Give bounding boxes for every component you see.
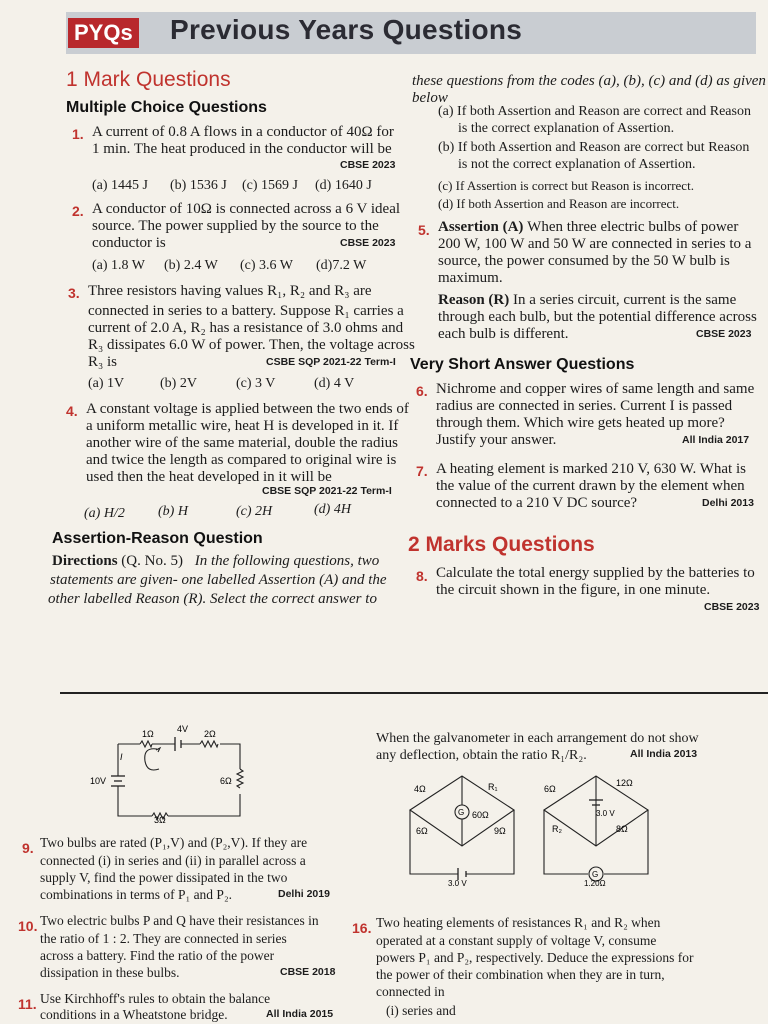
mcq-heading: Multiple Choice Questions — [66, 99, 267, 116]
question-2-line-1: A conductor of 10Ω is connected across a 6 V ideal — [92, 201, 401, 217]
question-number: 16. — [352, 920, 372, 936]
circuit-label-10v: 10V — [90, 776, 107, 786]
code-a-line-2: is the correct explanation of Assertion. — [458, 121, 675, 136]
question-2-option-a: (a) 1.8 W — [92, 258, 145, 273]
page-divider — [60, 692, 768, 694]
question-11-line-2: conditions in a Wheatstone bridge. — [40, 1007, 228, 1022]
question-number: 9. — [22, 840, 34, 856]
assertion-label: Assertion (A) — [438, 219, 524, 235]
bridge2-label-1-20ohm: 1.20Ω — [584, 879, 606, 886]
question-4-option-d: (d) 4H — [314, 502, 351, 517]
question-number: 1. — [72, 126, 84, 142]
assertion-line-1: When three electric bulbs of power — [527, 219, 739, 235]
question-9-line-4: combinations in terms of P₁ and P₂. — [40, 887, 233, 902]
page-title: Previous Years Questions — [170, 14, 523, 45]
pyqs-badge: PYQs — [68, 18, 139, 48]
question-7-line-2: the value of the current drawn by the element when — [436, 478, 745, 494]
bridge2-label-6ohm: 6Ω — [544, 784, 556, 794]
bridge1-label-r1: R₁ — [488, 782, 498, 792]
question-6-source-tag: All India 2017 — [682, 434, 750, 446]
question-6-line-2: radius are connected in series. Current I is passed — [436, 398, 733, 414]
assertion-reason-heading: Assertion-Reason Question — [52, 530, 263, 547]
reason-label: Reason (R) — [438, 292, 510, 308]
bridge-diagram-1 — [400, 770, 526, 886]
question-4-option-b: (b) H — [158, 504, 188, 519]
bridge1-label-60ohm: 60Ω — [472, 810, 489, 820]
question-3-option-d: (d) 4 V — [314, 376, 355, 391]
question-3-option-b: (b) 2V — [160, 376, 197, 391]
question-9-line-3: supply V, find the power dissipated in the two — [40, 870, 288, 885]
directions-label: Directions — [52, 553, 118, 569]
directions-line-2: statements are given- one labelled Assertion (A) and the — [50, 572, 387, 588]
galvanometer-source-tag: All India 2013 — [630, 748, 698, 760]
question-2-line-2: source. The power supplied by the source to the — [92, 218, 379, 234]
bridge1-label-3v: 3.0 V — [448, 879, 467, 886]
question-7-source-tag: Delhi 2013 — [702, 497, 754, 509]
question-8-line-2: the circuit shown in the figure, in one minute. — [436, 582, 711, 598]
code-a-line-1: (a) If both Assertion and Reason are correct and Reason — [438, 104, 751, 119]
reason-line-2: through each bulb, but the potential difference across — [438, 309, 757, 325]
reason-line-3: each bulb is different. — [438, 326, 569, 342]
question-10-source-tag: CBSE 2018 — [280, 966, 336, 978]
question-1-option-c: (c) 1569 J — [242, 178, 298, 193]
question-2-source-tag: CBSE 2023 — [340, 237, 396, 249]
codes-intro-line-1: these questions from the codes (a), (b), (c) and (d) as given — [412, 73, 766, 89]
question-number: 5. — [418, 222, 430, 238]
question-7-line-1: A heating element is marked 210 V, 630 W. What is — [436, 461, 746, 477]
question-4-line-3: another wire of the same material, double the radius — [86, 435, 398, 451]
question-10-line-1: Two electric bulbs P and Q have their resistances in — [40, 913, 319, 928]
question-4-source-tag: CBSE SQP 2021-22 Term-I — [262, 485, 392, 497]
question-10-line-4: dissipation in these bulbs. — [40, 965, 180, 980]
question-4-line-2: a uniform metallic wire, heat H is developed in it. If — [86, 418, 399, 434]
question-number: 4. — [66, 403, 78, 419]
section-heading-2-marks: 2 Marks Questions — [408, 533, 595, 556]
question-8-source-tag: CBSE 2023 — [704, 601, 760, 613]
question-7-line-3: connected to a 210 V DC source? — [436, 495, 638, 511]
question-6-line-1: Nichrome and copper wires of same length and same — [436, 381, 755, 397]
bridge2-label-g: G — [592, 870, 599, 879]
question-3-line-3: current of 2.0 A, R₂ has a resistance of 3.0 ohms and — [88, 320, 404, 336]
question-3-option-a: (a) 1V — [88, 376, 125, 391]
question-1-line-1: A current of 0.8 A flows in a conductor of 40Ω for — [92, 124, 394, 140]
question-3-line-5: R₃ is — [88, 354, 117, 370]
bridge1-label-g: G — [458, 808, 465, 817]
question-number: 7. — [416, 463, 428, 479]
question-3-option-c: (c) 3 V — [236, 376, 276, 391]
question-number: 8. — [416, 568, 428, 584]
question-4-line-5: used then the heat developed in it will be — [86, 469, 332, 485]
question-4-option-a: (a) H/2 — [84, 506, 125, 521]
bridge1-label-4ohm: 4Ω — [414, 784, 426, 794]
code-b-line-1: (b) If both Assertion and Reason are correct but Reason — [438, 140, 750, 155]
reason-line-1: In a series circuit, current is the same — [513, 292, 737, 308]
bridge2-label-8ohm: 8Ω — [616, 824, 628, 834]
galvanometer-line-1: When the galvanometer in each arrangement do not show — [376, 731, 699, 746]
question-number: 2. — [72, 203, 84, 219]
question-2-option-d: (d)7.2 W — [316, 258, 367, 273]
bridge1-label-6ohm: 6Ω — [416, 826, 428, 836]
question-2-option-b: (b) 2.4 W — [164, 258, 218, 273]
question-number: 6. — [416, 383, 428, 399]
very-short-answer-heading: Very Short Answer Questions — [410, 356, 635, 373]
question-6-line-4: Justify your answer. — [436, 432, 557, 448]
question-16-line-3: powers P₁ and P₂, respectively. Deduce the expressions for — [376, 950, 694, 965]
circuit-label-2ohm: 2Ω — [204, 729, 216, 739]
question-1-option-d: (d) 1640 J — [315, 178, 372, 193]
question-16-line-6: (i) series and — [386, 1003, 456, 1018]
section-heading-1-mark: 1 Mark Questions — [66, 68, 231, 91]
question-16-line-1: Two heating elements of resistances R₁ and R₂ when — [376, 915, 661, 930]
question-11-line-1: Use Kirchhoff's rules to obtain the balance — [40, 991, 271, 1006]
circuit-label-3ohm: 3Ω — [154, 815, 166, 824]
question-6-line-3: through them. Which wire gets heated up more? — [436, 415, 725, 431]
directions-line-3: other labelled Reason (R). Select the correct answer to — [48, 591, 377, 607]
assertion-line-2: 200 W, 100 W and 50 W are connected in series to a — [438, 236, 752, 252]
question-10-line-2: the ratio of 1 : 2. They are connected in series — [40, 931, 287, 946]
question-number: 11. — [18, 996, 37, 1012]
question-9-source-tag: Delhi 2019 — [278, 888, 330, 900]
circuit-label-4v: 4V — [177, 724, 189, 734]
question-3-source-tag: CSBE SQP 2021-22 Term-I — [266, 356, 396, 368]
question-2-line-3: conductor is — [92, 235, 166, 251]
question-16-line-2: operated at a constant supply of voltage V, consume — [376, 933, 657, 948]
bridge2-label-r2: R₂ — [552, 824, 562, 834]
assertion-line-4: maximum. — [438, 270, 503, 286]
question-number: 3. — [68, 285, 80, 301]
bridge2-label-3v: 3.0 V — [596, 809, 615, 818]
code-d: (d) If both Assertion and Reason are incorrect. — [438, 196, 680, 211]
question-3-line-1: Three resistors having values R₁, R₂ and R₃ are — [88, 283, 372, 299]
question-2-option-c: (c) 3.6 W — [240, 258, 293, 273]
question-4-option-c: (c) 2H — [236, 504, 273, 519]
question-9-line-1: Two bulbs are rated (P₁,V) and (P₂,V). If they are — [40, 835, 308, 850]
question-8-line-1: Calculate the total energy supplied by the batteries to — [436, 565, 755, 581]
circuit-label-current: I — [120, 752, 123, 762]
question-3-line-4: R₃ dissipates 6.0 W of power. Then, the voltage across — [88, 337, 415, 353]
question-number: 10. — [18, 918, 38, 934]
question-16-line-4: the power of their combination when they are in turn, — [376, 967, 665, 982]
bridge2-label-12ohm: 12Ω — [616, 778, 633, 788]
question-16-line-5: connected in — [376, 984, 445, 999]
directions-ref: (Q. No. 5) — [121, 553, 183, 569]
circuit-label-1ohm: 1Ω — [142, 729, 154, 739]
question-1-source-tag: CBSE 2023 — [340, 159, 396, 171]
question-1-option-b: (b) 1536 J — [170, 178, 227, 193]
codes-intro-line-2: below — [412, 90, 448, 106]
code-c: (c) If Assertion is correct but Reason is incorrect. — [438, 178, 694, 193]
question-1-line-2: 1 min. The heat produced in the conductor will be — [92, 141, 392, 157]
circuit-label-6ohm: 6Ω — [220, 776, 232, 786]
assertion-line-3: source, the power consumed by the 50 W bulb is — [438, 253, 730, 269]
question-5-source-tag: CBSE 2023 — [696, 328, 752, 340]
question-11-source-tag: All India 2015 — [266, 1008, 334, 1020]
question-3-line-2: connected in series to a battery. Suppose R₁ carries a — [88, 303, 404, 319]
question-1-option-a: (a) 1445 J — [92, 178, 148, 193]
question-9-line-2: connected (i) in series and (ii) in parallel across a — [40, 853, 306, 868]
question-10-line-3: across a battery. Find the ratio of the power — [40, 948, 275, 963]
circuit-diagram — [80, 724, 260, 824]
directions-line-1: In the following questions, two — [194, 553, 380, 569]
code-b-line-2: is not the correct explanation of Assertion. — [458, 157, 696, 172]
bridge1-label-9ohm: 9Ω — [494, 826, 506, 836]
bridge-diagram-2 — [534, 770, 660, 886]
question-4-line-4: and twice the length as compared to original wire is — [86, 452, 397, 468]
galvanometer-line-2: any deflection, obtain the ratio R₁/R₂. — [376, 748, 587, 763]
question-4-line-1: A constant voltage is applied between the two ends of — [86, 401, 409, 417]
